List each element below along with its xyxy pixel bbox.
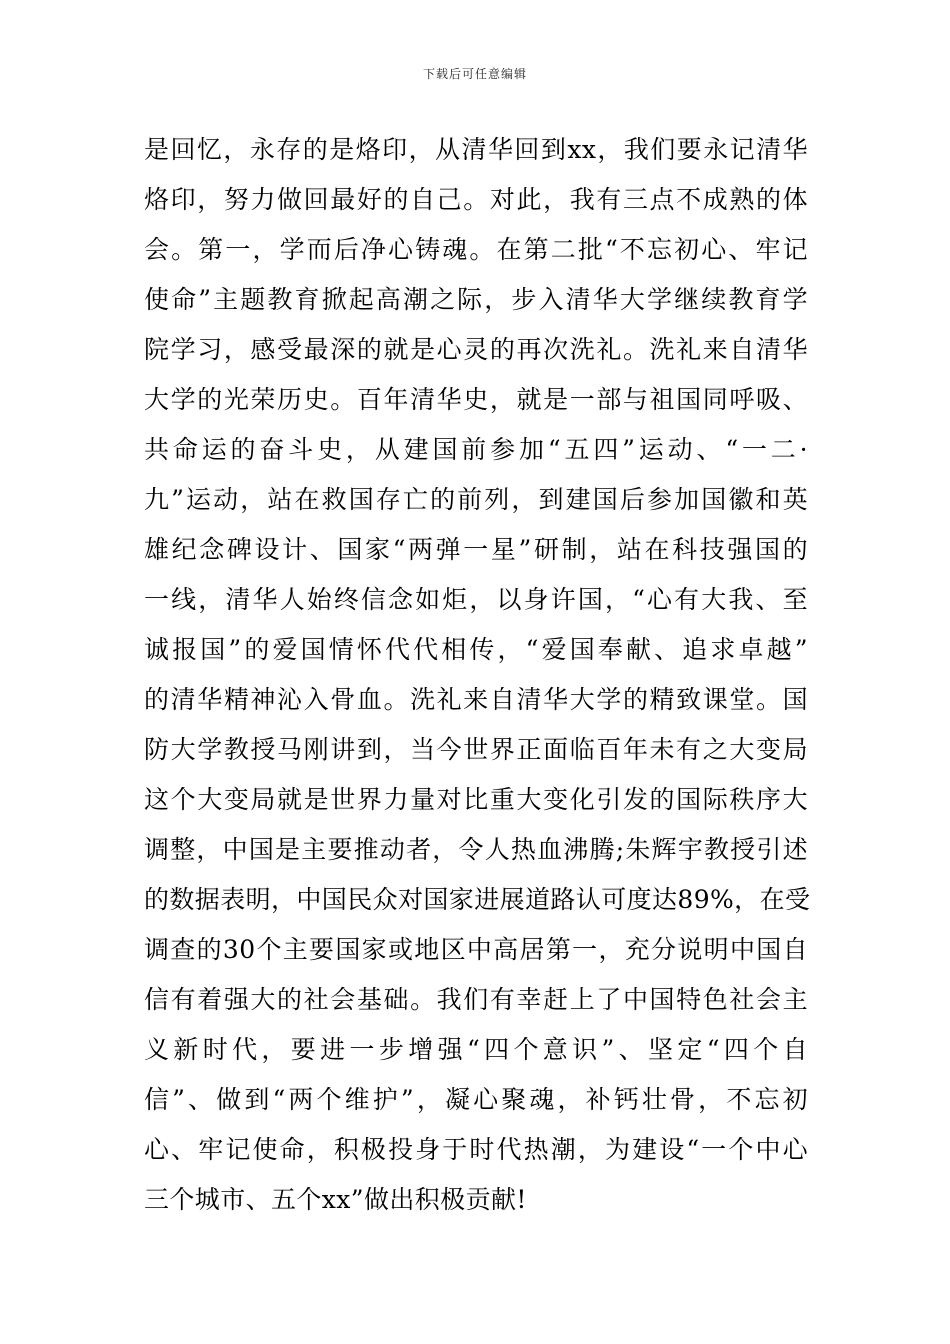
text-line: 这个大变局就是世界力量对比重大变化引发的国际秩序大 [144, 785, 808, 814]
text-line: 的清华精神沁入骨血。洗礼来自清华大学的精致课堂。国 [144, 685, 808, 714]
text-line: 共命运的奋斗史，从建国前参加“五四”运动、“一二· [144, 435, 808, 464]
text-line: 诚报国”的爱国情怀代代相传，“爱国奉献、追求卓越” [144, 635, 808, 664]
text-line: 心、牢记使命，积极投身于时代热潮，为建设“一个中心 [144, 1135, 808, 1164]
text-line: 调查的30个主要国家或地区中高居第一，充分说明中国自 [144, 935, 808, 964]
text-line: 烙印，努力做回最好的自己。对此，我有三点不成熟的体 [144, 185, 808, 214]
text-line: 信”、做到“两个维护”，凝心聚魂，补钙壮骨，不忘初 [144, 1085, 808, 1114]
text-line: 防大学教授马刚讲到，当今世界正面临百年未有之大变局 [144, 735, 808, 764]
text-line: 信有着强大的社会基础。我们有幸赶上了中国特色社会主 [144, 985, 808, 1014]
text-line: 是回忆，永存的是烙印，从清华回到xx，我们要永记清华 [144, 135, 808, 164]
text-line: 会。第一，学而后净心铸魂。在第二批“不忘初心、牢记 [144, 235, 808, 264]
text-line: 大学的光荣历史。百年清华史，就是一部与祖国同呼吸、 [144, 385, 808, 414]
page-header-note: 下载后可任意编辑 [422, 67, 527, 81]
text-line: 院学习，感受最深的就是心灵的再次洗礼。洗礼来自清华 [144, 335, 808, 364]
text-line: 雄纪念碑设计、国家“两弹一星”研制，站在科技强国的 [144, 535, 808, 564]
text-line: 三个城市、五个xx”做出积极贡献! [144, 1185, 527, 1214]
text-line: 调整，中国是主要推动者，令人热血沸腾;朱辉宇教授引述 [144, 835, 808, 864]
text-line: 九”运动，站在救国存亡的前列，到建国后参加国徽和英 [144, 485, 808, 514]
text-line: 的数据表明，中国民众对国家进展道路认可度达89%，在受 [144, 885, 811, 914]
text-line: 一线，清华人始终信念如炬，以身许国，“心有大我、至 [144, 585, 808, 614]
text-line: 义新时代，要进一步增强“四个意识”、坚定“四个自 [144, 1035, 808, 1064]
body-text [144, 125, 811, 1225]
text-line: 使命”主题教育掀起高潮之际，步入清华大学继续教育学 [144, 285, 808, 314]
